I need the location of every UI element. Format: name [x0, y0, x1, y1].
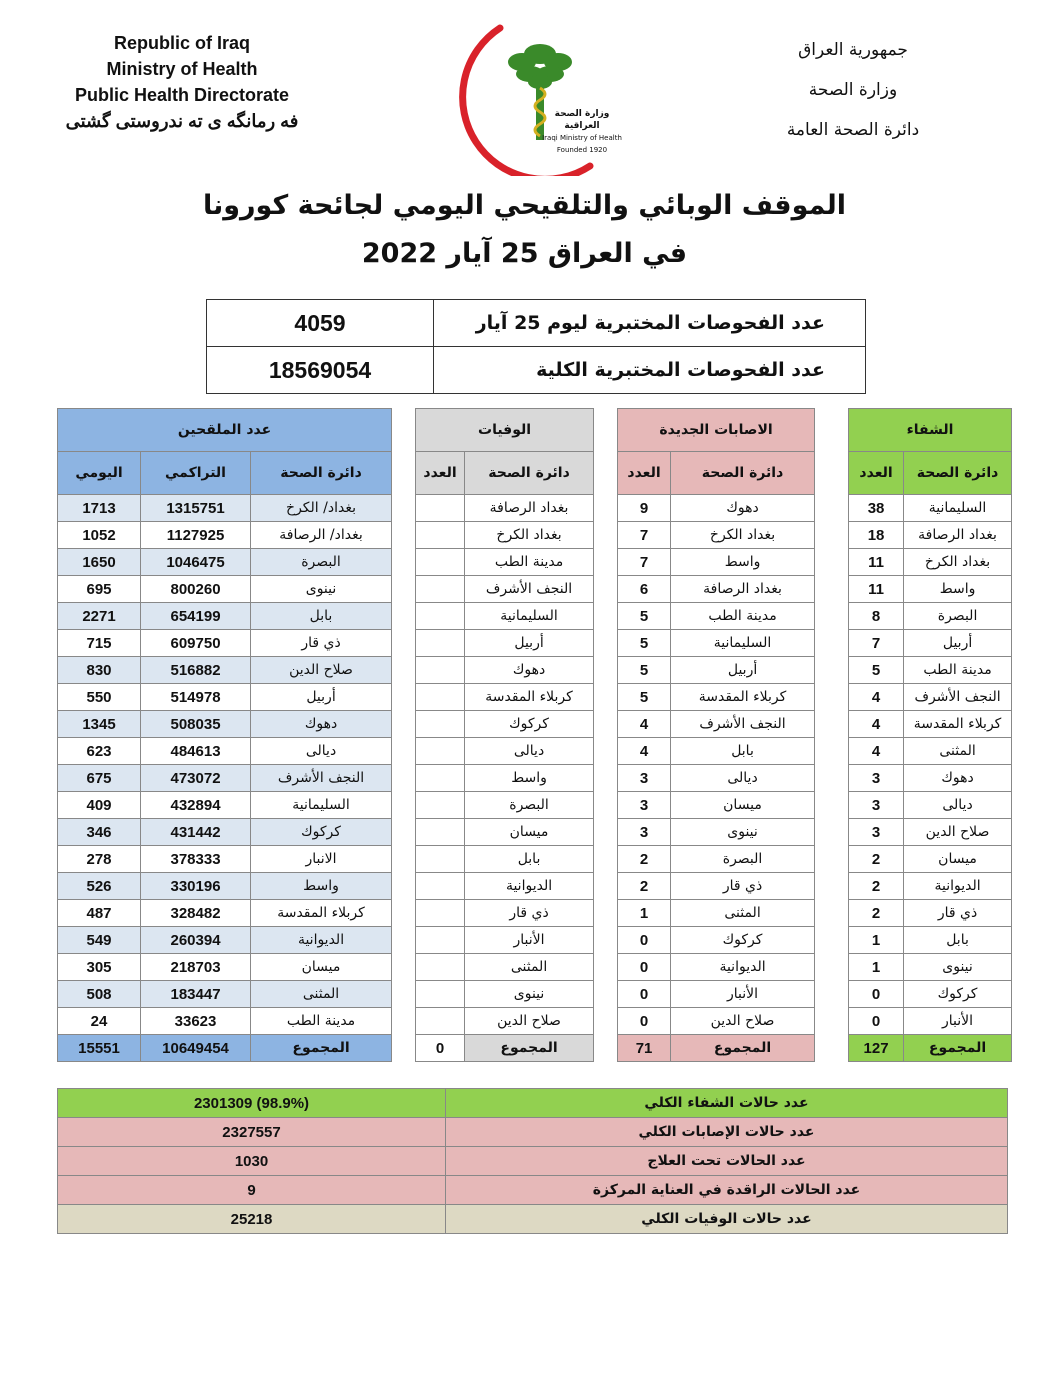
new-directorate-cell: نينوى — [671, 819, 815, 846]
rec-count-cell: 1 — [849, 927, 904, 954]
death-count-header: العدد — [416, 452, 465, 495]
new-count-header: العدد — [618, 452, 671, 495]
table-row — [58, 522, 1012, 549]
death-count-cell — [416, 954, 465, 981]
vac-daily-cell: 526 — [58, 873, 141, 900]
vac-cumulative-cell: 609750 — [141, 630, 251, 657]
daily-tests-label: عدد الفحوصات المختبرية ليوم 25 آيار — [434, 300, 866, 347]
ministry-logo — [440, 16, 640, 176]
header-english — [62, 30, 302, 134]
rec-directorate-cell: السليمانية — [904, 495, 1012, 522]
rec-count-cell: 0 — [849, 1008, 904, 1035]
rec-directorate-cell: ميسان — [904, 846, 1012, 873]
table-row — [58, 495, 1012, 522]
vac-cumulative-cell: 484613 — [141, 738, 251, 765]
death-directorate-cell: مدينة الطب — [465, 549, 594, 576]
rec-count-cell: 3 — [849, 819, 904, 846]
vac-directorate-cell: دهوك — [251, 711, 392, 738]
vac-directorate-cell: ميسان — [251, 954, 392, 981]
rec-count-cell: 3 — [849, 765, 904, 792]
vac-directorate-cell: السليمانية — [251, 792, 392, 819]
vac-cumulative-cell: 330196 — [141, 873, 251, 900]
death-directorate-cell: دهوك — [465, 657, 594, 684]
vac-cumulative-cell: 1315751 — [141, 495, 251, 522]
logo-text — [536, 108, 628, 156]
group-deaths-header: الوفيات — [416, 409, 594, 452]
new-count-cell: 5 — [618, 603, 671, 630]
table-row — [58, 1008, 1012, 1035]
vac-daily-cell: 305 — [58, 954, 141, 981]
death-count-cell — [416, 603, 465, 630]
vac-cumulative-header: التراكمي — [141, 452, 251, 495]
vac-daily-cell: 508 — [58, 981, 141, 1008]
death-count-cell — [416, 792, 465, 819]
new-count-cell: 6 — [618, 576, 671, 603]
new-count-cell: 7 — [618, 549, 671, 576]
group-vaccinated-header: عدد الملقحين — [58, 409, 392, 452]
summary-label: عدد الحالات تحت العلاج — [446, 1147, 1008, 1176]
daily-tests-row — [207, 300, 866, 347]
vac-daily-cell: 550 — [58, 684, 141, 711]
rec-total-label: المجموع — [904, 1035, 1012, 1062]
summary-label: عدد حالات الشفاء الكلي — [446, 1089, 1008, 1118]
group-recovered-header: الشفاء — [849, 409, 1012, 452]
sub-header-row — [58, 452, 1012, 495]
rec-directorate-cell: واسط — [904, 576, 1012, 603]
rec-count-cell: 4 — [849, 684, 904, 711]
vac-directorate-cell: البصرة — [251, 549, 392, 576]
death-count-cell — [416, 873, 465, 900]
death-directorate-cell: ديالى — [465, 738, 594, 765]
death-count-cell — [416, 657, 465, 684]
summary-value: 2327557 — [58, 1118, 446, 1147]
rec-count-cell: 0 — [849, 981, 904, 1008]
new-directorate-cell: ذي قار — [671, 873, 815, 900]
summary-value: 2301309 (98.9%) — [58, 1089, 446, 1118]
vac-daily-cell: 715 — [58, 630, 141, 657]
death-count-cell — [416, 495, 465, 522]
new-count-cell: 4 — [618, 711, 671, 738]
rec-count-cell: 4 — [849, 711, 904, 738]
summary-label: عدد حالات الإصابات الكلي — [446, 1118, 1008, 1147]
vac-directorate-header: دائرة الصحة — [251, 452, 392, 495]
header-arabic — [753, 30, 953, 150]
death-count-cell — [416, 765, 465, 792]
vac-daily-cell: 2271 — [58, 603, 141, 630]
new-total-label: المجموع — [671, 1035, 815, 1062]
vac-cumulative-cell: 1046475 — [141, 549, 251, 576]
header-kurdish-line: فه رمانگه ى ته ندروستى گشتى — [65, 111, 299, 131]
total-tests-value: 18569054 — [207, 347, 434, 394]
summary-row — [58, 1176, 1008, 1205]
death-directorate-cell: الأنبار — [465, 927, 594, 954]
new-count-cell: 2 — [618, 873, 671, 900]
rec-count-cell: 11 — [849, 549, 904, 576]
new-count-cell: 5 — [618, 684, 671, 711]
death-directorate-cell: ذي قار — [465, 900, 594, 927]
table-row — [58, 765, 1012, 792]
vac-directorate-cell: ذي قار — [251, 630, 392, 657]
new-directorate-header: دائرة الصحة — [671, 452, 815, 495]
daily-tests-value: 4059 — [207, 300, 434, 347]
new-directorate-cell: ميسان — [671, 792, 815, 819]
new-directorate-cell: البصرة — [671, 846, 815, 873]
new-directorate-cell: دهوك — [671, 495, 815, 522]
table-row — [58, 549, 1012, 576]
summary-table — [57, 1088, 1008, 1234]
death-count-cell — [416, 576, 465, 603]
vac-directorate-cell: النجف الأشرف — [251, 765, 392, 792]
vac-daily-cell: 830 — [58, 657, 141, 684]
rec-directorate-cell: الأنبار — [904, 1008, 1012, 1035]
rec-count-cell: 5 — [849, 657, 904, 684]
rec-count-cell: 18 — [849, 522, 904, 549]
vac-daily-cell: 1713 — [58, 495, 141, 522]
vac-directorate-cell: صلاح الدين — [251, 657, 392, 684]
new-directorate-cell: المثنى — [671, 900, 815, 927]
table-row — [58, 684, 1012, 711]
vac-directorate-cell: أربيل — [251, 684, 392, 711]
table-row — [58, 630, 1012, 657]
rec-directorate-cell: بغداد الكرخ — [904, 549, 1012, 576]
header-en-line-1: Republic of Iraq — [113, 33, 250, 53]
rec-count-cell: 38 — [849, 495, 904, 522]
summary-row — [58, 1147, 1008, 1176]
vac-directorate-cell: مدينة الطب — [251, 1008, 392, 1035]
death-directorate-cell: واسط — [465, 765, 594, 792]
death-count-cell — [416, 630, 465, 657]
vac-cumulative-cell: 516882 — [141, 657, 251, 684]
rec-count-cell: 2 — [849, 900, 904, 927]
new-directorate-cell: الأنبار — [671, 981, 815, 1008]
vac-cumulative-cell: 260394 — [141, 927, 251, 954]
vac-directorate-cell: الانبار — [251, 846, 392, 873]
summary-value: 25218 — [58, 1205, 446, 1234]
table-row — [58, 819, 1012, 846]
total-tests-label: عدد الفحوصات المختبرية الكلية — [434, 347, 866, 394]
table-row — [58, 576, 1012, 603]
rec-count-header: العدد — [849, 452, 904, 495]
death-directorate-cell: أربيل — [465, 630, 594, 657]
death-total-value: 0 — [416, 1035, 465, 1062]
vac-cumulative-cell: 508035 — [141, 711, 251, 738]
logo-text-ar: وزارة الصحة العراقية — [554, 109, 610, 131]
logo-text-en: Iraqi Ministry of Health — [542, 134, 622, 142]
vac-directorate-cell: الديوانية — [251, 927, 392, 954]
new-directorate-cell: بابل — [671, 738, 815, 765]
rec-directorate-cell: البصرة — [904, 603, 1012, 630]
table-row — [58, 846, 1012, 873]
death-directorate-cell: كركوك — [465, 711, 594, 738]
rec-count-cell: 1 — [849, 954, 904, 981]
new-count-cell: 7 — [618, 522, 671, 549]
death-directorate-cell: ميسان — [465, 819, 594, 846]
death-directorate-cell: الديوانية — [465, 873, 594, 900]
vac-cumulative-cell: 432894 — [141, 792, 251, 819]
vac-daily-cell: 695 — [58, 576, 141, 603]
summary-value: 9 — [58, 1176, 446, 1205]
vac-total-cumulative: 10649454 — [141, 1035, 251, 1062]
rec-count-cell: 3 — [849, 792, 904, 819]
vac-total-daily: 15551 — [58, 1035, 141, 1062]
vac-daily-cell: 675 — [58, 765, 141, 792]
new-directorate-cell: النجف الأشرف — [671, 711, 815, 738]
death-directorate-cell: صلاح الدين — [465, 1008, 594, 1035]
table-row — [58, 603, 1012, 630]
vac-directorate-cell: بغداد/ الرصافة — [251, 522, 392, 549]
vac-cumulative-cell: 378333 — [141, 846, 251, 873]
death-count-cell — [416, 981, 465, 1008]
daily-stats-table — [57, 408, 1012, 1062]
new-directorate-cell: صلاح الدين — [671, 1008, 815, 1035]
vac-cumulative-cell: 514978 — [141, 684, 251, 711]
new-count-cell: 5 — [618, 657, 671, 684]
vac-directorate-cell: نينوى — [251, 576, 392, 603]
death-directorate-cell: نينوى — [465, 981, 594, 1008]
vac-directorate-cell: ديالى — [251, 738, 392, 765]
vac-cumulative-cell: 183447 — [141, 981, 251, 1008]
table-row — [58, 981, 1012, 1008]
header-en-line-3: Public Health Directorate — [74, 85, 290, 105]
lab-tests-table — [206, 299, 866, 394]
vac-cumulative-cell: 473072 — [141, 765, 251, 792]
table-row — [58, 711, 1012, 738]
new-total-value: 71 — [618, 1035, 671, 1062]
death-directorate-cell: المثنى — [465, 954, 594, 981]
table-row — [58, 900, 1012, 927]
new-directorate-cell: بغداد الكرخ — [671, 522, 815, 549]
new-directorate-cell: كربلاء المقدسة — [671, 684, 815, 711]
total-tests-row — [207, 347, 866, 394]
death-directorate-header: دائرة الصحة — [465, 452, 594, 495]
summary-row — [58, 1089, 1008, 1118]
rec-directorate-cell: كربلاء المقدسة — [904, 711, 1012, 738]
vac-daily-cell: 409 — [58, 792, 141, 819]
table-row — [58, 873, 1012, 900]
vac-cumulative-cell: 654199 — [141, 603, 251, 630]
vac-daily-cell: 24 — [58, 1008, 141, 1035]
new-count-cell: 0 — [618, 1008, 671, 1035]
new-count-cell: 4 — [618, 738, 671, 765]
rec-count-cell: 2 — [849, 846, 904, 873]
header-ar-line-1: جمهورية العراق — [798, 40, 908, 60]
death-count-cell — [416, 711, 465, 738]
vac-daily-cell: 1052 — [58, 522, 141, 549]
summary-row — [58, 1205, 1008, 1234]
death-count-cell — [416, 1008, 465, 1035]
rec-directorate-cell: دهوك — [904, 765, 1012, 792]
new-count-cell: 0 — [618, 954, 671, 981]
death-count-cell — [416, 738, 465, 765]
rec-directorate-header: دائرة الصحة — [904, 452, 1012, 495]
vac-directorate-cell: كربلاء المقدسة — [251, 900, 392, 927]
new-directorate-cell: السليمانية — [671, 630, 815, 657]
header-ar-line-3: دائرة الصحة العامة — [786, 120, 920, 140]
new-directorate-cell: واسط — [671, 549, 815, 576]
summary-label: عدد حالات الوفيات الكلي — [446, 1205, 1008, 1234]
vac-cumulative-cell: 431442 — [141, 819, 251, 846]
table-row — [58, 927, 1012, 954]
summary-label: عدد الحالات الراقدة في العناية المركزة — [446, 1176, 1008, 1205]
new-directorate-cell: مدينة الطب — [671, 603, 815, 630]
new-count-cell: 1 — [618, 900, 671, 927]
new-count-cell: 0 — [618, 981, 671, 1008]
new-directorate-cell: أربيل — [671, 657, 815, 684]
totals-row — [58, 1035, 1012, 1062]
rec-directorate-cell: كركوك — [904, 981, 1012, 1008]
new-count-cell: 3 — [618, 819, 671, 846]
death-directorate-cell: النجف الأشرف — [465, 576, 594, 603]
vac-directorate-cell: كركوك — [251, 819, 392, 846]
new-directorate-cell: بغداد الرصافة — [671, 576, 815, 603]
new-count-cell: 3 — [618, 765, 671, 792]
vac-cumulative-cell: 328482 — [141, 900, 251, 927]
new-directorate-cell: الديوانية — [671, 954, 815, 981]
rec-total-value: 127 — [849, 1035, 904, 1062]
rec-directorate-cell: نينوى — [904, 954, 1012, 981]
death-directorate-cell: البصرة — [465, 792, 594, 819]
vac-daily-cell: 1345 — [58, 711, 141, 738]
page-subtitle: في العراق 25 آيار 2022 — [361, 238, 688, 269]
new-directorate-cell: ديالى — [671, 765, 815, 792]
new-directorate-cell: كركوك — [671, 927, 815, 954]
rec-directorate-cell: بابل — [904, 927, 1012, 954]
vac-cumulative-cell: 800260 — [141, 576, 251, 603]
vac-daily-cell: 623 — [58, 738, 141, 765]
rec-directorate-cell: ذي قار — [904, 900, 1012, 927]
summary-row — [58, 1118, 1008, 1147]
header-ar-line-2: وزارة الصحة — [808, 80, 898, 100]
rec-directorate-cell: أربيل — [904, 630, 1012, 657]
death-count-cell — [416, 684, 465, 711]
vac-daily-cell: 346 — [58, 819, 141, 846]
vac-directorate-cell: بغداد/ الكرخ — [251, 495, 392, 522]
new-count-cell: 0 — [618, 927, 671, 954]
rec-directorate-cell: بغداد الرصافة — [904, 522, 1012, 549]
group-header-row — [58, 409, 1012, 452]
death-count-cell — [416, 522, 465, 549]
rec-count-cell: 8 — [849, 603, 904, 630]
vac-total-label: المجموع — [251, 1035, 392, 1062]
death-directorate-cell: كربلاء المقدسة — [465, 684, 594, 711]
rec-count-cell: 4 — [849, 738, 904, 765]
vac-cumulative-cell: 1127925 — [141, 522, 251, 549]
vac-directorate-cell: المثنى — [251, 981, 392, 1008]
vac-cumulative-cell: 218703 — [141, 954, 251, 981]
death-count-cell — [416, 549, 465, 576]
group-new-cases-header: الاصابات الجديدة — [618, 409, 815, 452]
vac-directorate-cell: بابل — [251, 603, 392, 630]
new-count-cell: 5 — [618, 630, 671, 657]
rec-directorate-cell: مدينة الطب — [904, 657, 1012, 684]
summary-value: 1030 — [58, 1147, 446, 1176]
vac-daily-cell: 549 — [58, 927, 141, 954]
rec-directorate-cell: الديوانية — [904, 873, 1012, 900]
vac-daily-header: اليومي — [58, 452, 141, 495]
rec-directorate-cell: ديالى — [904, 792, 1012, 819]
new-count-cell: 3 — [618, 792, 671, 819]
death-directorate-cell: بابل — [465, 846, 594, 873]
vac-daily-cell: 1650 — [58, 549, 141, 576]
table-row — [58, 738, 1012, 765]
new-count-cell: 9 — [618, 495, 671, 522]
death-count-cell — [416, 900, 465, 927]
rec-count-cell: 2 — [849, 873, 904, 900]
death-directorate-cell: السليمانية — [465, 603, 594, 630]
death-total-label: المجموع — [465, 1035, 594, 1062]
rec-count-cell: 7 — [849, 630, 904, 657]
table-row — [58, 792, 1012, 819]
death-count-cell — [416, 846, 465, 873]
rec-directorate-cell: المثنى — [904, 738, 1012, 765]
death-count-cell — [416, 819, 465, 846]
logo-text-founded: Founded 1920 — [556, 146, 608, 154]
vac-cumulative-cell: 33623 — [141, 1008, 251, 1035]
new-count-cell: 2 — [618, 846, 671, 873]
table-row — [58, 657, 1012, 684]
death-count-cell — [416, 927, 465, 954]
rec-count-cell: 11 — [849, 576, 904, 603]
vac-daily-cell: 487 — [58, 900, 141, 927]
rec-directorate-cell: صلاح الدين — [904, 819, 1012, 846]
vac-daily-cell: 278 — [58, 846, 141, 873]
table-row — [58, 954, 1012, 981]
death-directorate-cell: بغداد الكرخ — [465, 522, 594, 549]
death-directorate-cell: بغداد الرصافة — [465, 495, 594, 522]
vac-directorate-cell: واسط — [251, 873, 392, 900]
rec-directorate-cell: النجف الأشرف — [904, 684, 1012, 711]
page-title: الموقف الوبائي والتلقيحي اليومي لجائحة كورونا — [202, 190, 847, 221]
header-en-line-2: Ministry of Health — [106, 59, 258, 79]
